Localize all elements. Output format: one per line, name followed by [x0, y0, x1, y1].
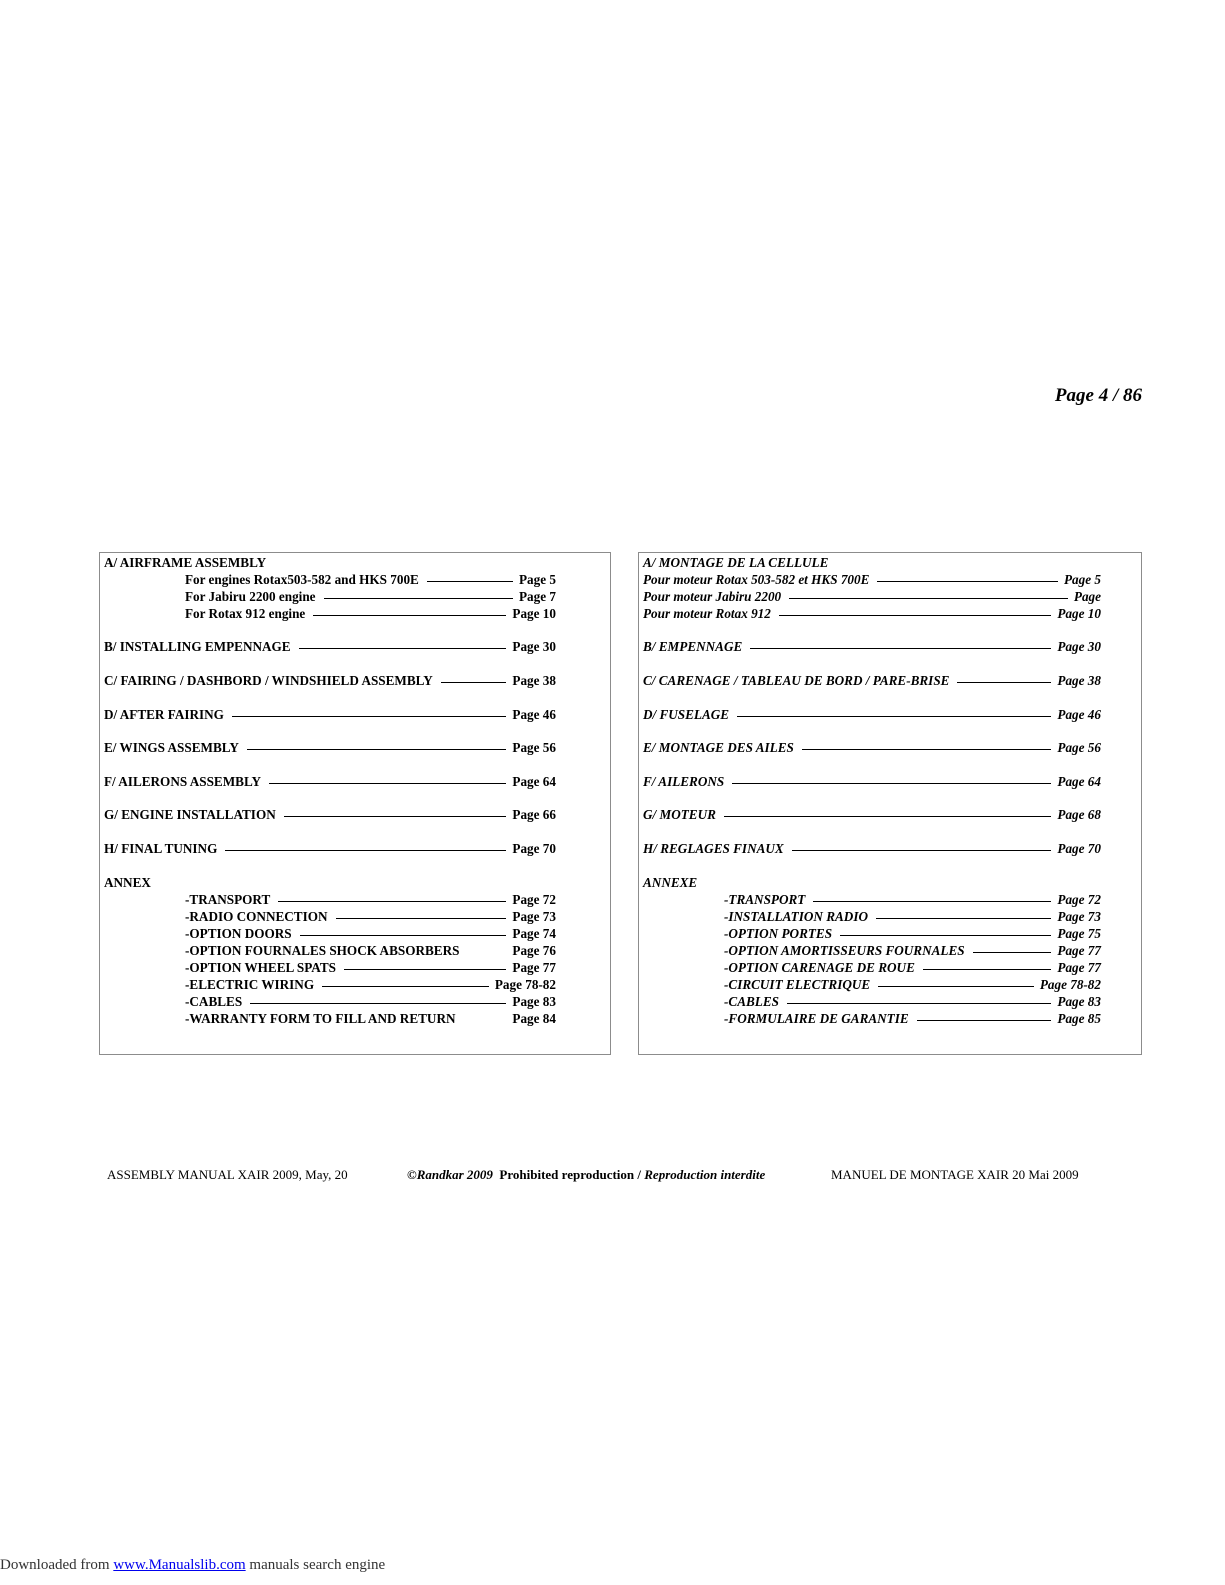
toc-entry-title: -OPTION CARENAGE DE ROUE — [724, 960, 915, 975]
toc-leader-line — [336, 918, 507, 919]
toc-entry-page: Page 73 — [512, 909, 556, 924]
toc-entry — [724, 977, 1101, 993]
toc-entry-title: -WARRANTY FORM TO FILL AND RETURN — [185, 1011, 456, 1026]
toc-entry-page: Page 83 — [512, 994, 556, 1009]
toc-entry-page: Page 38 — [1057, 673, 1101, 688]
toc-leader-line — [225, 850, 506, 851]
toc-entry — [185, 1011, 556, 1027]
toc-entry-page: Page 76 — [512, 943, 556, 958]
toc-entry-title: D/ AFTER FAIRING — [104, 707, 224, 722]
toc-entry-title: C/ CARENAGE / TABLEAU DE BORD / PARE-BRISE — [643, 673, 950, 688]
toc-entry — [724, 994, 1101, 1010]
toc-leader-line — [313, 615, 506, 616]
toc-entry — [104, 875, 556, 891]
toc-entry-page: Page 30 — [512, 639, 556, 654]
toc-entry-title: -TRANSPORT — [724, 892, 806, 907]
toc-leader-line — [877, 581, 1058, 582]
toc-entry-title: -CABLES — [724, 994, 779, 1009]
toc-entry-title: F/ AILERONS — [643, 774, 725, 789]
toc-entry — [724, 926, 1101, 942]
toc-entry — [185, 892, 556, 908]
toc-leader-line — [787, 1003, 1051, 1004]
toc-entry-title: H/ REGLAGES FINAUX — [643, 841, 784, 856]
toc-entry-title: -INSTALLATION RADIO — [724, 909, 868, 924]
toc-entry-title: For Rotax 912 engine — [185, 606, 306, 621]
toc-leader-line — [917, 1020, 1052, 1021]
toc-entry-title: Pour moteur Jabiru 2200 — [643, 589, 782, 604]
toc-entry-title: D/ FUSELAGE — [643, 707, 730, 722]
toc-entry-title: -OPTION PORTES — [724, 926, 833, 941]
toc-entry — [724, 892, 1101, 908]
toc-entry-page: Page 66 — [512, 807, 556, 822]
download-suffix: manuals search engine — [245, 1557, 386, 1573]
toc-entry-page: Page 78-82 — [494, 977, 556, 992]
toc-entry-title: For Jabiru 2200 engine — [185, 589, 316, 604]
toc-entry — [185, 589, 556, 605]
toc-leader-line — [840, 935, 1051, 936]
toc-entry — [185, 909, 556, 925]
toc-entry — [185, 606, 556, 622]
footer-copyright — [407, 1167, 765, 1183]
toc-leader-line — [344, 969, 506, 970]
toc-entry-page: Page 30 — [1057, 639, 1101, 654]
toc-french — [638, 552, 1142, 1055]
toc-entry-title: -ELECTRIC WIRING — [185, 977, 315, 992]
toc-english — [99, 552, 611, 1055]
footer-copyright-owner: ©Randkar 2009 — [407, 1167, 493, 1182]
toc-entry-title: -FORMULAIRE DE GARANTIE — [724, 1011, 909, 1026]
toc-leader-line — [957, 682, 1051, 683]
toc-entry-page: Page 10 — [512, 606, 556, 621]
footer — [107, 1167, 1122, 1185]
toc-entry — [104, 639, 556, 655]
toc-entry — [643, 841, 1101, 857]
toc-leader-line — [732, 783, 1051, 784]
toc-entry — [643, 572, 1101, 588]
toc-entry-page: Page 84 — [512, 1011, 556, 1026]
toc-entry-page: Page 77 — [512, 960, 556, 975]
toc-entry-page: Page 83 — [1057, 994, 1101, 1009]
toc-leader-line — [284, 816, 507, 817]
toc-entry-page: Page 38 — [512, 673, 556, 688]
footer-right: MANUEL DE MONTAGE XAIR 20 Mai 2009 — [831, 1167, 1079, 1182]
toc-entry — [185, 960, 556, 976]
toc-entry-title: H/ FINAL TUNING — [104, 841, 218, 856]
toc-entry — [104, 807, 556, 823]
toc-entry — [724, 960, 1101, 976]
footer-prohibited: Prohibited reproduction / — [499, 1167, 641, 1182]
toc-leader-line — [813, 901, 1051, 902]
toc-entry-page: Page 46 — [1057, 707, 1101, 722]
toc-entry-page: Page 5 — [1064, 572, 1101, 587]
toc-leader-line — [322, 986, 489, 987]
toc-leader-line — [427, 581, 513, 582]
toc-leader-line — [247, 749, 507, 750]
toc-entry — [185, 943, 556, 959]
toc-entry — [104, 740, 556, 756]
toc-leader-line — [724, 816, 1052, 817]
toc-entry — [643, 606, 1101, 622]
toc-leader-line — [441, 682, 507, 683]
footer-left: ASSEMBLY MANUAL XAIR 2009, May, 20 — [107, 1167, 348, 1182]
toc-leader-line — [750, 648, 1051, 649]
toc-entry-page: Page 78-82 — [1039, 977, 1101, 992]
toc-entry — [724, 1011, 1101, 1027]
toc-leader-line — [278, 901, 506, 902]
toc-entry-title: ANNEX — [104, 875, 151, 890]
toc-entry — [104, 673, 556, 689]
toc-entry — [185, 572, 556, 588]
toc-entry-page: Page 74 — [512, 926, 556, 941]
toc-entry-title: Pour moteur Rotax 503-582 et HKS 700E — [643, 572, 870, 587]
toc-entry-title: C/ FAIRING / DASHBORD / WINDSHIELD ASSEMBLY — [104, 673, 433, 688]
toc-leader-line — [973, 952, 1052, 953]
toc-entry-title: -CABLES — [185, 994, 243, 1009]
toc-leader-line — [878, 986, 1034, 987]
toc-entry-title: F/ AILERONS ASSEMBLY — [104, 774, 262, 789]
download-banner — [0, 1557, 385, 1579]
manualslib-link[interactable]: www.Manualslib.com — [113, 1557, 246, 1573]
toc-entry-title: Pour moteur Rotax 912 — [643, 606, 771, 621]
toc-entry — [643, 555, 1101, 571]
toc-entry — [643, 639, 1101, 655]
toc-entry-title: A/ AIRFRAME ASSEMBLY — [104, 555, 267, 570]
toc-entry-page: Page 46 — [512, 707, 556, 722]
toc-entry — [104, 555, 556, 571]
toc-entry — [643, 673, 1101, 689]
toc-entry-page: Page 77 — [1057, 943, 1101, 958]
toc-entry — [724, 909, 1101, 925]
toc-leader-line — [300, 935, 507, 936]
download-prefix: Downloaded from — [0, 1557, 110, 1573]
toc-entry-title: -RADIO CONNECTION — [185, 909, 328, 924]
toc-entry-page: Page 7 — [519, 589, 556, 604]
toc-entry-page: Page — [1073, 589, 1101, 604]
toc-leader-line — [232, 716, 506, 717]
toc-entry — [104, 707, 556, 723]
toc-entry-page: Page 56 — [512, 740, 556, 755]
toc-entry-page: Page 72 — [1057, 892, 1101, 907]
toc-entry-title: -OPTION AMORTISSEURS FOURNALES — [724, 943, 965, 958]
toc-entry — [643, 740, 1101, 756]
toc-leader-line — [269, 783, 506, 784]
toc-entry-title: E/ MONTAGE DES AILES — [643, 740, 794, 755]
toc-leader-line — [250, 1003, 506, 1004]
toc-entry-title: -OPTION DOORS — [185, 926, 292, 941]
toc-entry-title: G/ MOTEUR — [643, 807, 716, 822]
toc-entry — [643, 875, 1101, 891]
toc-entry — [643, 807, 1101, 823]
toc-leader-line — [299, 648, 507, 649]
toc-entry-title: -CIRCUIT ELECTRIQUE — [724, 977, 871, 992]
toc-entry-page: Page 64 — [512, 774, 556, 789]
toc-entry — [185, 977, 556, 993]
toc-leader-line — [792, 850, 1052, 851]
toc-entry-page: Page 72 — [512, 892, 556, 907]
toc-entry — [104, 774, 556, 790]
toc-entry-page: Page 68 — [1057, 807, 1101, 822]
toc-entry — [643, 589, 1101, 605]
toc-leader-line — [923, 969, 1052, 970]
toc-entry-page: Page 70 — [1057, 841, 1101, 856]
toc-entry-title: B/ INSTALLING EMPENNAGE — [104, 639, 291, 654]
toc-entry — [104, 841, 556, 857]
toc-leader-line — [789, 598, 1068, 599]
toc-entry-page: Page 75 — [1057, 926, 1101, 941]
toc-entry — [643, 707, 1101, 723]
toc-entry-title: -TRANSPORT — [185, 892, 271, 907]
toc-entry-title: A/ MONTAGE DE LA CELLULE — [643, 555, 829, 570]
toc-entry-title: ANNEXE — [643, 875, 698, 890]
toc-entry-title: E/ WINGS ASSEMBLY — [104, 740, 239, 755]
toc-entry-title: -OPTION FOURNALES SHOCK ABSORBERS — [185, 943, 460, 958]
toc-entry-page: Page 56 — [1057, 740, 1101, 755]
toc-entry-page: Page 64 — [1057, 774, 1101, 789]
toc-entry-page: Page 10 — [1057, 606, 1101, 621]
toc-entry-title: B/ EMPENNAGE — [643, 639, 743, 654]
toc-entry — [185, 926, 556, 942]
toc-leader-line — [876, 918, 1051, 919]
toc-entry-title: -OPTION WHEEL SPATS — [185, 960, 336, 975]
footer-reproduction: Reproduction interdite — [644, 1167, 766, 1182]
toc-entry-page: Page 85 — [1057, 1011, 1101, 1026]
toc-entry — [185, 994, 556, 1010]
toc-leader-line — [324, 598, 513, 599]
toc-entry-page: Page 70 — [512, 841, 556, 856]
toc-entry-title: G/ ENGINE INSTALLATION — [104, 807, 276, 822]
page-number: Page 4 / 86 — [1054, 385, 1142, 406]
toc-entry-title: For engines Rotax503-582 and HKS 700E — [185, 572, 419, 587]
toc-entry-page: Page 77 — [1057, 960, 1101, 975]
toc-leader-line — [737, 716, 1051, 717]
toc-leader-line — [779, 615, 1052, 616]
toc-entry — [643, 774, 1101, 790]
toc-leader-line — [802, 749, 1052, 750]
toc-entry-page: Page 73 — [1057, 909, 1101, 924]
toc-entry — [724, 943, 1101, 959]
toc-entry-page: Page 5 — [519, 572, 556, 587]
